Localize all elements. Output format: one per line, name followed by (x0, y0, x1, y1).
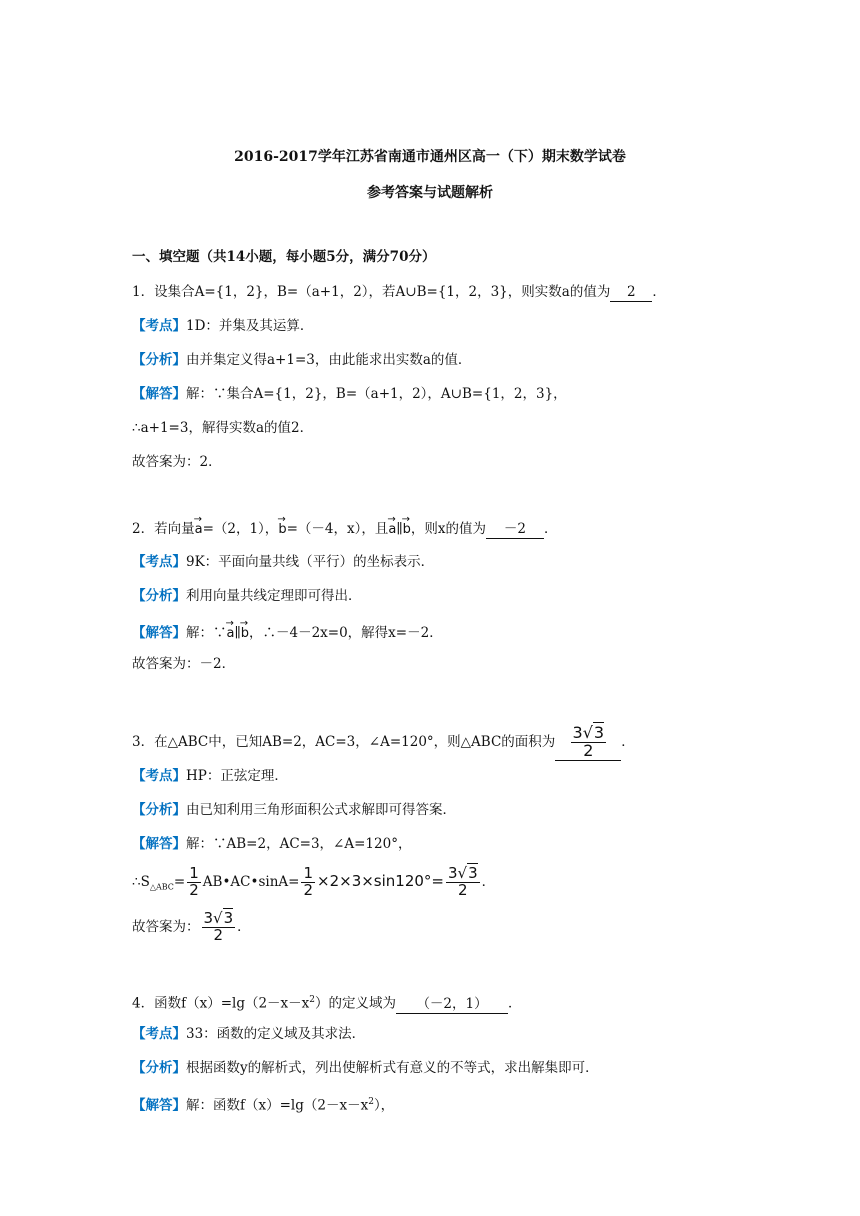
fraction-half: $\frac{1}{2}$ (303, 864, 314, 899)
fenxi-tag: 【分析】 (132, 1060, 186, 1076)
q1-fenxi: 【分析】由并集定义得a+1=3，由此能求出实数a的值． (132, 352, 472, 368)
q1-step: ∴a+1=3，解得实数a的值2． (132, 420, 314, 436)
q3-stem: 3．在△ABC中，已知AB=2，AC=3，∠A=120°，则△ABC的面积为 $\frac{3√3}{2}$ ． (132, 723, 635, 760)
q4-kaodian: 【考点】33：函数的定义域及其求法． (132, 1026, 366, 1042)
q3-fenxi: 【分析】由已知利用三角形面积公式求解即可得答案． (132, 802, 456, 818)
fraction-half: $\frac{1}{2}$ (189, 864, 199, 899)
q3-jieda: 【解答】解：∵AB=2，AC=3，∠A=120°， (132, 836, 412, 852)
q1-jieda: 【解答】解：∵集合A={1，2}，B=（a+1，2），A∪B={1，2，3}， (132, 386, 567, 402)
fenxi-tag: 【分析】 (132, 352, 186, 368)
q3-area-formula: $\therefore S_{\triangle ABC}=$ $\frac{1}{2}$ AB•AC•sinA= $\frac{1}{2}$ ×2×3×sin120°= $\frac{3√3}{2}$ ． (132, 864, 496, 899)
q3-kaodian: 【考点】HP：正弦定理． (132, 768, 288, 784)
vector-a: → a (193, 514, 203, 537)
q3-final: 故答案为： $\frac{3√3}{2}$ ． (132, 909, 251, 944)
q1-final: 故答案为：2． (132, 454, 222, 470)
kaodian-tag: 【考点】 (132, 1026, 186, 1042)
q4-stem: 4．函数$f(x)=\lg(2-x-x^2)$的定义域为 （－2，1） ． (132, 995, 522, 1012)
q3-answer-blank (555, 725, 621, 761)
jieda-tag: 【解答】 (132, 836, 186, 852)
q2-fenxi: 【分析】利用向量共线定理即可得出． (132, 588, 362, 604)
jieda-tag: 【解答】 (132, 625, 186, 641)
vector-b: → b (401, 514, 411, 537)
vector-b: → b (239, 618, 249, 641)
section-heading: 一、填空题（共14小题，每小题5分，满分70分） (132, 249, 436, 265)
fraction-3root3-over-2: $\frac{3√3}{2}$ (572, 723, 605, 760)
q2-stem: 2．若向量 → a=（2，1）， → b=（－4，x），且 → a∥ → b，则x的值为 －2 ． (132, 516, 557, 540)
document-title: 2016-2017学年江苏省南通市通州区高一（下）期末数学试卷 (234, 149, 626, 165)
q1-stem: 1．设集合A={1，2}，B=（a+1，2），若A∪B={1，2，3}，则实数a的值为 2 ． (132, 284, 666, 300)
q2-kaodian: 【考点】9K：平面向量共线（平行）的坐标表示． (132, 554, 435, 570)
kaodian-tag: 【考点】 (132, 318, 186, 334)
q2-jieda: 【解答】解：∵ → a∥ → b，∴－4－2x=0，解得x=－2． (132, 620, 443, 644)
q1-answer-blank: 2 (610, 283, 652, 302)
q4-fenxi: 【分析】根据函数y的解析式，列出使解析式有意义的不等式，求出解集即可． (132, 1060, 599, 1076)
document-subtitle: 参考答案与试题解析 (367, 185, 493, 201)
q4-jieda: 【解答】解：函数$f(x)=\lg(2-x-x^2)$， (132, 1097, 395, 1114)
vector-a: → a (387, 514, 397, 537)
q2-answer-blank: －2 (486, 520, 544, 539)
fenxi-tag: 【分析】 (132, 588, 186, 604)
fraction-3root3-over-2: $\frac{3√3}{2}$ (203, 909, 234, 944)
q2-final: 故答案为：－2． (132, 656, 236, 672)
q1-kaodian: 【考点】1D：并集及其运算． (132, 318, 314, 334)
jieda-tag: 【解答】 (132, 1097, 186, 1114)
kaodian-tag: 【考点】 (132, 554, 186, 570)
fraction-3root3-over-2: $\frac{3√3}{2}$ (448, 864, 478, 899)
fenxi-tag: 【分析】 (132, 802, 186, 818)
jieda-tag: 【解答】 (132, 386, 186, 402)
vector-b: → b (277, 514, 287, 537)
q4-answer-blank: （－2，1） (396, 995, 508, 1014)
vector-a: → a (225, 618, 235, 641)
kaodian-tag: 【考点】 (132, 768, 186, 784)
